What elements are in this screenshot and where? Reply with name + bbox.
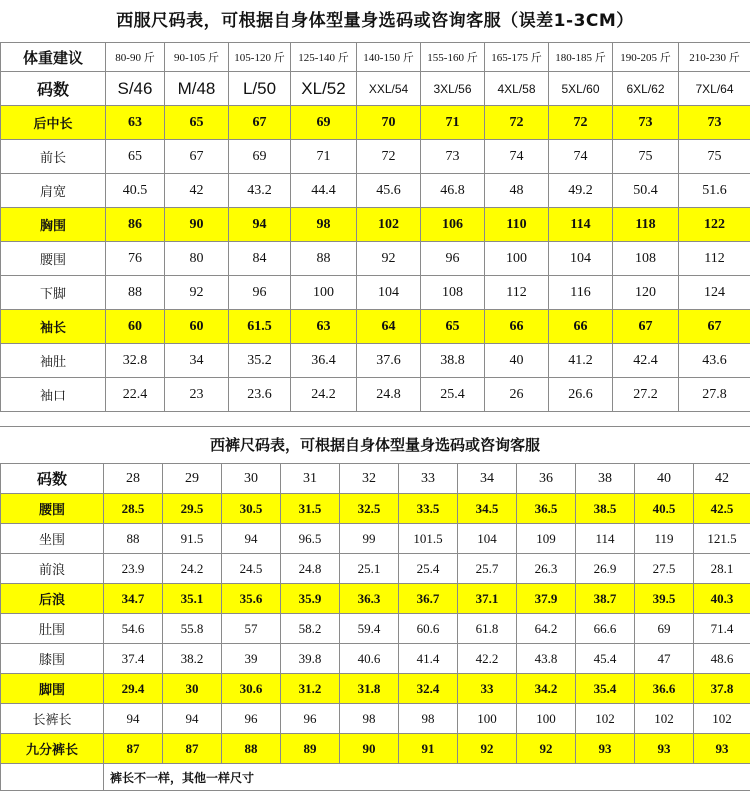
table-cell: 90 — [340, 734, 399, 764]
table-cell: 23.6 — [229, 378, 291, 412]
table-row — [1, 524, 750, 554]
table-cell: 96 — [229, 276, 291, 310]
table-cell: 42.4 — [613, 344, 679, 378]
table-cell: 67 — [679, 310, 750, 344]
table-cell: 71 — [421, 106, 485, 140]
table-cell: 40.6 — [340, 644, 399, 674]
table-cell: 88 — [106, 276, 165, 310]
table-cell: 58.2 — [281, 614, 340, 644]
size-cell: S/46 — [106, 72, 165, 106]
table-cell: 25.4 — [421, 378, 485, 412]
table-cell: 66.6 — [576, 614, 635, 644]
table-row — [1, 140, 750, 174]
table-row — [1, 208, 750, 242]
table-cell: 29.4 — [104, 674, 163, 704]
jacket-size-table — [0, 42, 750, 412]
table-cell: 106 — [421, 208, 485, 242]
table-cell: 35.9 — [281, 584, 340, 614]
table-cell: 99 — [340, 524, 399, 554]
table-row — [1, 494, 750, 524]
table-cell: 37.9 — [517, 584, 576, 614]
table-cell: 118 — [613, 208, 679, 242]
table-cell: 65 — [165, 106, 229, 140]
size-cell: 34 — [458, 464, 517, 494]
table-cell: 74 — [549, 140, 613, 174]
table-cell: 112 — [679, 242, 750, 276]
table-cell: 32.4 — [399, 674, 458, 704]
table-cell: 37.6 — [357, 344, 421, 378]
table-cell: 73 — [679, 106, 750, 140]
table-cell: 75 — [679, 140, 750, 174]
table-cell: 32.5 — [340, 494, 399, 524]
table-cell: 98 — [340, 704, 399, 734]
table-cell: 67 — [229, 106, 291, 140]
table-cell: 70 — [357, 106, 421, 140]
row-label: 肚围 — [1, 614, 104, 644]
table-cell: 34.5 — [458, 494, 517, 524]
table-cell: 22.4 — [106, 378, 165, 412]
table-cell: 39.8 — [281, 644, 340, 674]
table-cell: 104 — [357, 276, 421, 310]
table-row — [1, 674, 750, 704]
table-cell: 102 — [357, 208, 421, 242]
table-cell: 48 — [485, 174, 549, 208]
table-cell: 94 — [222, 524, 281, 554]
size-cell: 36 — [517, 464, 576, 494]
table-cell: 24.8 — [357, 378, 421, 412]
size-cell: 32 — [340, 464, 399, 494]
table-cell: 73 — [421, 140, 485, 174]
table-cell: 100 — [517, 704, 576, 734]
table-cell: 38.8 — [421, 344, 485, 378]
table-cell: 124 — [679, 276, 750, 310]
table-cell: 94 — [229, 208, 291, 242]
table-cell: 40.5 — [635, 494, 694, 524]
table-cell: 96 — [222, 704, 281, 734]
table-cell: 102 — [635, 704, 694, 734]
table-cell: 98 — [291, 208, 357, 242]
table-cell: 102 — [576, 704, 635, 734]
table-cell: 33 — [458, 674, 517, 704]
table-cell: 41.4 — [399, 644, 458, 674]
table-cell: 88 — [291, 242, 357, 276]
table-cell: 26.3 — [517, 554, 576, 584]
table-cell: 63 — [291, 310, 357, 344]
table-cell: 45.4 — [576, 644, 635, 674]
weight-cell: 190-205 斤 — [613, 43, 679, 72]
table-cell: 25.4 — [399, 554, 458, 584]
row-label: 腰围 — [1, 494, 104, 524]
table-cell: 75 — [613, 140, 679, 174]
table-cell: 31.5 — [281, 494, 340, 524]
table-cell: 36.5 — [517, 494, 576, 524]
table-cell: 92 — [517, 734, 576, 764]
table-cell: 121.5 — [694, 524, 750, 554]
table-cell: 72 — [549, 106, 613, 140]
table-cell: 34 — [165, 344, 229, 378]
table-cell: 42.2 — [458, 644, 517, 674]
table-cell: 25.7 — [458, 554, 517, 584]
table-cell: 34.7 — [104, 584, 163, 614]
table-cell: 51.6 — [679, 174, 750, 208]
size-cell: 29 — [163, 464, 222, 494]
weight-cell: 155-160 斤 — [421, 43, 485, 72]
table-cell: 74 — [485, 140, 549, 174]
table-cell: 38.2 — [163, 644, 222, 674]
row-label: 脚围 — [1, 674, 104, 704]
table-cell: 89 — [281, 734, 340, 764]
table-cell: 23 — [165, 378, 229, 412]
table-cell: 92 — [458, 734, 517, 764]
section-gap — [0, 412, 750, 426]
table-cell: 67 — [165, 140, 229, 174]
table-cell: 57 — [222, 614, 281, 644]
table-row — [1, 704, 750, 734]
table-cell: 60.6 — [399, 614, 458, 644]
row-label: 腰围 — [1, 242, 106, 276]
table-cell: 69 — [635, 614, 694, 644]
table-cell: 28.5 — [104, 494, 163, 524]
table-cell: 39 — [222, 644, 281, 674]
table-cell: 104 — [458, 524, 517, 554]
size-cell: 42 — [694, 464, 750, 494]
row-label: 后浪 — [1, 584, 104, 614]
table-cell: 54.6 — [104, 614, 163, 644]
table-cell: 31.2 — [281, 674, 340, 704]
table-cell: 91.5 — [163, 524, 222, 554]
table-cell: 93 — [576, 734, 635, 764]
table-cell: 24.5 — [222, 554, 281, 584]
table-row — [1, 644, 750, 674]
table-cell: 96 — [281, 704, 340, 734]
table-cell: 80 — [165, 242, 229, 276]
table-cell: 23.9 — [104, 554, 163, 584]
size-cell: 33 — [399, 464, 458, 494]
table-cell: 61.8 — [458, 614, 517, 644]
table-cell: 42.5 — [694, 494, 750, 524]
weight-cell: 180-185 斤 — [549, 43, 613, 72]
table-cell: 94 — [104, 704, 163, 734]
table-row — [1, 242, 750, 276]
row-label: 后中长 — [1, 106, 106, 140]
weight-cell: 80-90 斤 — [106, 43, 165, 72]
table-cell: 35.6 — [222, 584, 281, 614]
table-cell: 69 — [291, 106, 357, 140]
jacket-title: 西服尺码表，可根据自身体型量身选码或咨询客服（误差1-3CM） — [0, 0, 750, 42]
table-cell: 72 — [357, 140, 421, 174]
table-row — [1, 614, 750, 644]
table-cell: 72 — [485, 106, 549, 140]
size-cell: 7XL/64 — [679, 72, 750, 106]
table-cell: 55.8 — [163, 614, 222, 644]
table-cell: 65 — [421, 310, 485, 344]
table-cell: 108 — [613, 242, 679, 276]
weight-cell: 210-230 斤 — [679, 43, 750, 72]
row-label: 坐围 — [1, 524, 104, 554]
table-cell: 67 — [613, 310, 679, 344]
table-cell: 35.4 — [576, 674, 635, 704]
table-cell: 61.5 — [229, 310, 291, 344]
table-cell: 60 — [106, 310, 165, 344]
pants-size-table — [0, 463, 750, 791]
table-row — [1, 276, 750, 310]
size-cell: 40 — [635, 464, 694, 494]
table-row — [1, 584, 750, 614]
table-row — [1, 174, 750, 208]
table-cell: 43.6 — [679, 344, 750, 378]
table-cell: 94 — [163, 704, 222, 734]
weight-cell: 140-150 斤 — [357, 43, 421, 72]
table-cell: 86 — [106, 208, 165, 242]
table-cell: 35.1 — [163, 584, 222, 614]
table-cell: 66 — [549, 310, 613, 344]
table-cell: 40.5 — [106, 174, 165, 208]
pants-title: 西裤尺码表，可根据自身体型量身选码或咨询客服 — [0, 426, 750, 463]
table-cell: 87 — [104, 734, 163, 764]
table-cell: 63 — [106, 106, 165, 140]
table-cell: 30 — [163, 674, 222, 704]
table-cell: 96 — [421, 242, 485, 276]
size-cell: 31 — [281, 464, 340, 494]
table-cell: 36.3 — [340, 584, 399, 614]
table-cell: 44.4 — [291, 174, 357, 208]
table-cell: 84 — [229, 242, 291, 276]
table-cell: 64 — [357, 310, 421, 344]
table-cell: 110 — [485, 208, 549, 242]
table-cell: 48.6 — [694, 644, 750, 674]
weight-cell: 125-140 斤 — [291, 43, 357, 72]
row-label: 袖肚 — [1, 344, 106, 378]
size-row — [1, 464, 750, 494]
table-cell: 33.5 — [399, 494, 458, 524]
row-label: 码数 — [1, 72, 106, 106]
table-cell: 41.2 — [549, 344, 613, 378]
weight-cell: 165-175 斤 — [485, 43, 549, 72]
table-cell: 24.2 — [163, 554, 222, 584]
size-cell: L/50 — [229, 72, 291, 106]
table-row — [1, 554, 750, 584]
size-cell: M/48 — [165, 72, 229, 106]
table-cell: 37.1 — [458, 584, 517, 614]
table-cell: 104 — [549, 242, 613, 276]
table-cell: 26.9 — [576, 554, 635, 584]
table-cell: 88 — [222, 734, 281, 764]
weight-row — [1, 43, 750, 72]
row-label: 前浪 — [1, 554, 104, 584]
table-cell: 120 — [613, 276, 679, 310]
table-cell: 27.8 — [679, 378, 750, 412]
table-cell: 60 — [165, 310, 229, 344]
table-cell: 29.5 — [163, 494, 222, 524]
table-row — [1, 734, 750, 764]
table-cell: 69 — [229, 140, 291, 174]
row-label: 胸围 — [1, 208, 106, 242]
table-cell: 42 — [165, 174, 229, 208]
table-cell: 30.5 — [222, 494, 281, 524]
table-cell: 73 — [613, 106, 679, 140]
row-label: 肩宽 — [1, 174, 106, 208]
table-cell: 39.5 — [635, 584, 694, 614]
table-cell: 28.1 — [694, 554, 750, 584]
weight-cell: 105-120 斤 — [229, 43, 291, 72]
table-row — [1, 344, 750, 378]
table-cell: 30.6 — [222, 674, 281, 704]
table-cell: 38.5 — [576, 494, 635, 524]
table-cell: 36.7 — [399, 584, 458, 614]
table-cell: 122 — [679, 208, 750, 242]
table-cell: 108 — [421, 276, 485, 310]
table-cell: 49.2 — [549, 174, 613, 208]
row-label: 下脚 — [1, 276, 106, 310]
table-cell: 116 — [549, 276, 613, 310]
size-cell: XXL/54 — [357, 72, 421, 106]
table-cell: 59.4 — [340, 614, 399, 644]
table-cell: 93 — [694, 734, 750, 764]
table-cell: 102 — [694, 704, 750, 734]
table-cell: 27.5 — [635, 554, 694, 584]
table-cell: 26.6 — [549, 378, 613, 412]
size-cell: 3XL/56 — [421, 72, 485, 106]
size-cell: 5XL/60 — [549, 72, 613, 106]
size-cell: 28 — [104, 464, 163, 494]
table-cell: 91 — [399, 734, 458, 764]
row-label: 袖长 — [1, 310, 106, 344]
table-cell: 66 — [485, 310, 549, 344]
table-cell: 100 — [458, 704, 517, 734]
note-row — [1, 764, 750, 791]
table-cell: 40.3 — [694, 584, 750, 614]
size-row — [1, 72, 750, 106]
row-label: 前长 — [1, 140, 106, 174]
note-text: 裤长不一样，其他一样尺寸 — [104, 764, 750, 791]
table-cell: 36.4 — [291, 344, 357, 378]
row-label: 九分裤长 — [1, 734, 104, 764]
table-cell: 114 — [576, 524, 635, 554]
table-cell: 43.8 — [517, 644, 576, 674]
table-cell: 36.6 — [635, 674, 694, 704]
table-cell: 47 — [635, 644, 694, 674]
row-label: 体重建议 — [1, 43, 106, 72]
table-cell: 100 — [485, 242, 549, 276]
table-cell: 38.7 — [576, 584, 635, 614]
table-cell: 92 — [357, 242, 421, 276]
table-row — [1, 378, 750, 412]
table-cell: 43.2 — [229, 174, 291, 208]
table-cell: 88 — [104, 524, 163, 554]
table-cell: 40 — [485, 344, 549, 378]
table-cell: 35.2 — [229, 344, 291, 378]
table-cell: 24.8 — [281, 554, 340, 584]
row-label: 长裤长 — [1, 704, 104, 734]
table-cell: 90 — [165, 208, 229, 242]
table-cell: 65 — [106, 140, 165, 174]
table-cell: 25.1 — [340, 554, 399, 584]
table-cell: 34.2 — [517, 674, 576, 704]
table-cell: 98 — [399, 704, 458, 734]
table-cell: 119 — [635, 524, 694, 554]
row-label: 码数 — [1, 464, 104, 494]
table-cell: 100 — [291, 276, 357, 310]
table-cell: 96.5 — [281, 524, 340, 554]
table-cell: 71.4 — [694, 614, 750, 644]
table-row — [1, 310, 750, 344]
table-cell: 45.6 — [357, 174, 421, 208]
size-cell: 6XL/62 — [613, 72, 679, 106]
row-label: 袖口 — [1, 378, 106, 412]
table-cell: 114 — [549, 208, 613, 242]
table-cell: 71 — [291, 140, 357, 174]
table-cell: 92 — [165, 276, 229, 310]
table-cell: 27.2 — [613, 378, 679, 412]
weight-cell: 90-105 斤 — [165, 43, 229, 72]
row-label: 膝围 — [1, 644, 104, 674]
table-cell: 37.4 — [104, 644, 163, 674]
table-cell: 112 — [485, 276, 549, 310]
table-cell: 109 — [517, 524, 576, 554]
table-cell: 64.2 — [517, 614, 576, 644]
size-cell: 30 — [222, 464, 281, 494]
size-cell: 4XL/58 — [485, 72, 549, 106]
table-cell: 93 — [635, 734, 694, 764]
table-cell: 26 — [485, 378, 549, 412]
table-cell: 24.2 — [291, 378, 357, 412]
table-cell: 76 — [106, 242, 165, 276]
table-cell: 32.8 — [106, 344, 165, 378]
table-cell: 46.8 — [421, 174, 485, 208]
size-cell: XL/52 — [291, 72, 357, 106]
table-cell: 31.8 — [340, 674, 399, 704]
note-spacer — [1, 764, 104, 791]
table-cell: 101.5 — [399, 524, 458, 554]
table-cell: 37.8 — [694, 674, 750, 704]
table-cell: 50.4 — [613, 174, 679, 208]
size-cell: 38 — [576, 464, 635, 494]
table-cell: 87 — [163, 734, 222, 764]
table-row — [1, 106, 750, 140]
